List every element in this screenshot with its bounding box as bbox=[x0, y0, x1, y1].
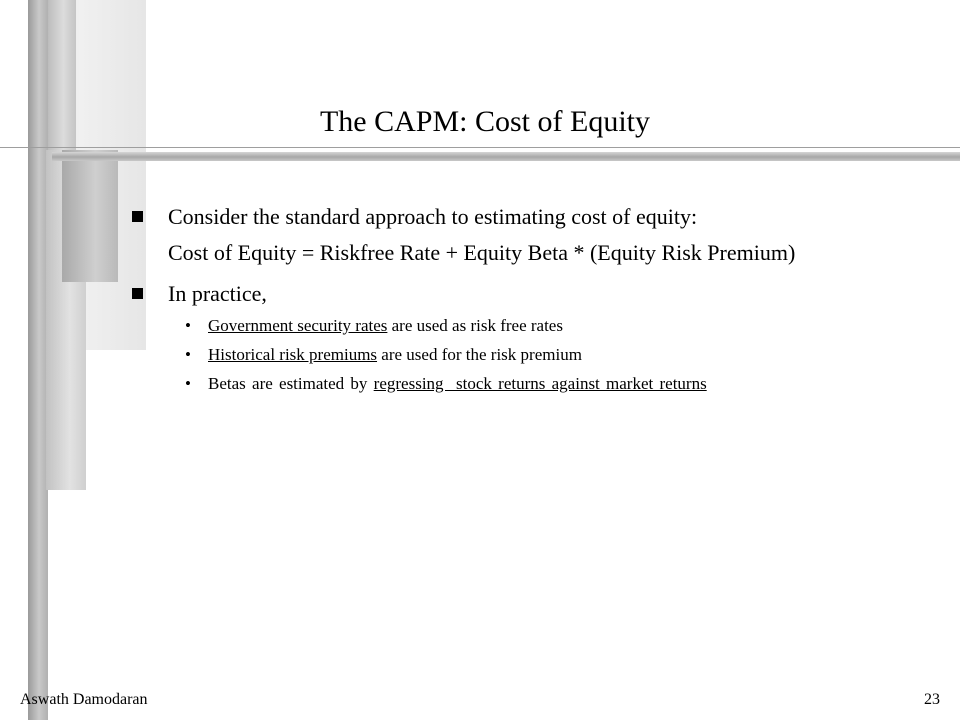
dot-bullet-icon: • bbox=[185, 316, 191, 335]
sub-bullet-item bbox=[128, 373, 828, 395]
sub-bullet-text: Betas are estimated by bbox=[208, 374, 374, 393]
slide-title: The CAPM: Cost of Equity bbox=[319, 105, 650, 138]
square-bullet-icon bbox=[132, 288, 143, 299]
sub-bullet-text: are used as risk free rates bbox=[387, 316, 563, 335]
dot-bullet-icon: • bbox=[185, 345, 191, 364]
sub-bullet-item bbox=[128, 344, 828, 366]
underlined-term: Government security rates bbox=[208, 316, 388, 335]
footer-author: Aswath Damodaran bbox=[20, 691, 148, 708]
bullet-text: Consider the standard approach to estimating cost of equity: bbox=[168, 204, 698, 229]
square-bullet-icon bbox=[132, 211, 143, 222]
sub-bullet-item bbox=[128, 315, 828, 337]
dot-bullet-icon: • bbox=[185, 374, 191, 393]
sub-bullet-text: are used for the risk premium bbox=[377, 345, 582, 364]
underlined-term: regressing stock returns against market returns bbox=[373, 374, 707, 393]
bullet-item bbox=[128, 202, 828, 231]
bullet-item bbox=[128, 279, 828, 308]
bullet-text: In practice, bbox=[168, 281, 267, 306]
slide-body bbox=[128, 202, 828, 395]
underlined-term: Historical risk premiums bbox=[208, 345, 378, 364]
title-divider-thin bbox=[0, 147, 960, 148]
title-divider-bar bbox=[52, 152, 960, 161]
decor-bar bbox=[62, 150, 118, 282]
footer-page-number: 23 bbox=[924, 691, 940, 708]
formula-text: Cost of Equity = Riskfree Rate + Equity Beta * (Equity Risk Premium) bbox=[168, 240, 796, 265]
